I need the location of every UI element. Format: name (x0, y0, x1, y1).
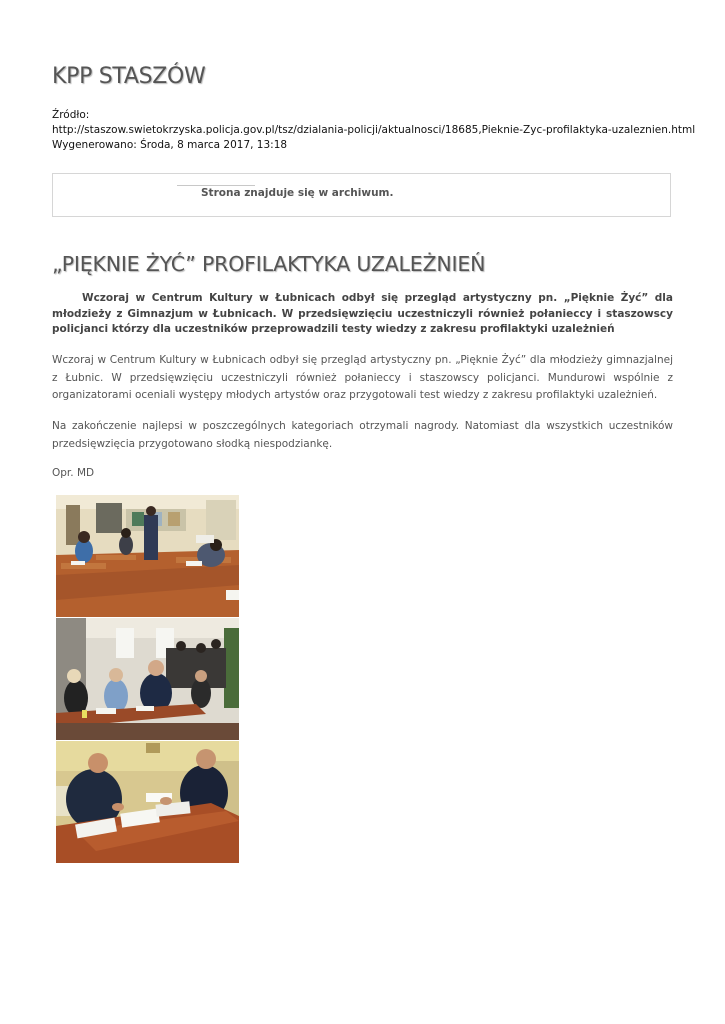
article-paragraph: Wczoraj w Centrum Kultury w Łubnicach odbył się przegląd artystyczny pn. „Pięknie Żyć” dla młodzieży gimnazjalnej z Łubnic. W przedsięwzięciu uczestniczyli również połanieccy i staszowscy policjanci. Mundurowi wspólnie z organizatorami oceniali występy młodych artystów oraz przygotowali test wiedzy z zakresu profilaktyki uzależnień. (52, 354, 673, 401)
site-title: KPP STASZÓW (52, 64, 206, 89)
photo-jury-table (56, 618, 239, 740)
archive-divider (177, 185, 255, 186)
article-paragraph: Na zakończenie najlepsi w poszczególnych kategoriach otrzymali nagrody. Natomiast dla wszystkich uczestników przedsięwzięcia przygotowano słodką niespodziankę. (52, 420, 673, 450)
generated-date: Wygenerowano: Środa, 8 marca 2017, 13:18 (52, 139, 288, 151)
article-title: „PIĘKNIE ŻYĆ” PROFILAKTYKA UZALEŻNIEŃ (52, 252, 486, 276)
photo-officers-papers (56, 741, 239, 863)
source-label: Źródło: (52, 109, 90, 121)
source-meta (52, 108, 695, 153)
photo-classroom-test (56, 495, 239, 617)
article-lead: Wczoraj w Centrum Kultury w Łubnicach odbył się przegląd artystyczny pn. „Pięknie Żyć” dla młodzieży z Gimnazjum w Łubnicach. W przedsięwzięciu uczestniczyli również połanieccy i staszowscy policjanci którzy dla uczestników przeprowadzili testy wiedzy z zakresu profilaktyki uzależnień (52, 292, 673, 335)
article-author: Opr. MD (52, 467, 95, 479)
archive-notice-box (52, 173, 671, 217)
source-url[interactable]: http://staszow.swietokrzyska.policja.gov.pl/tsz/dzialania-policji/aktualnosci/18685,Pieknie-Zyc-profilaktyka-uzaleznien.html (52, 124, 696, 136)
archive-notice: Strona znajduje się w archiwum. (201, 187, 394, 199)
